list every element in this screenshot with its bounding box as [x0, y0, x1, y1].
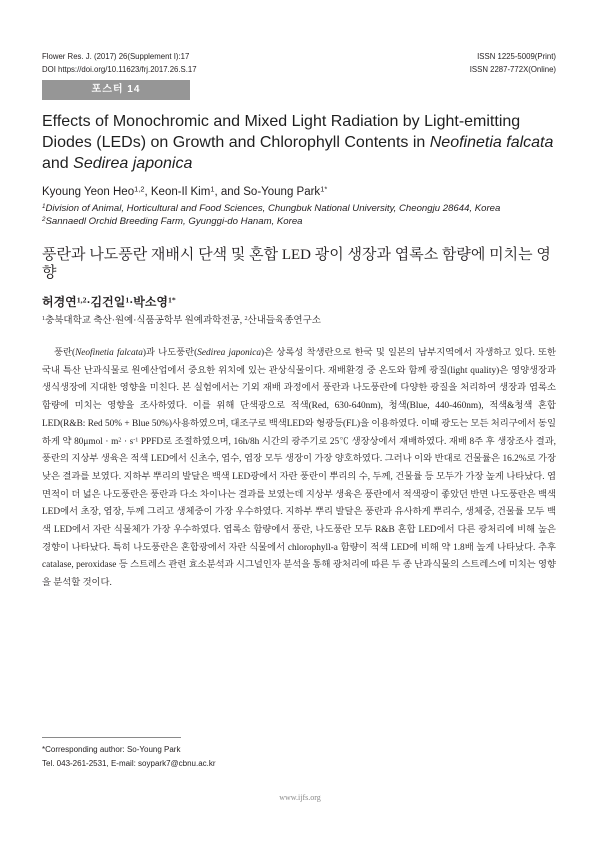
- affiliation-item: [42, 202, 562, 215]
- affiliation-list-en: [42, 202, 562, 228]
- author-name: 박소영: [133, 295, 169, 309]
- author-affiliation-mark: 1*: [320, 184, 328, 194]
- issn-print: ISSN 1225-5009(Print): [477, 52, 556, 61]
- contact-info: Tel. 043-261-2531, E-mail: soypark7@cbnu.ac.kr: [42, 759, 216, 768]
- author-affiliation-mark: 1: [210, 184, 215, 194]
- affiliation-mark: 2: [42, 216, 46, 224]
- species-name: Sedirea japonica: [197, 348, 262, 358]
- author-affiliation-mark: 1,2: [76, 295, 87, 305]
- species-name: Neofinetia falcata: [75, 348, 143, 358]
- section-tab: 포스터 14: [42, 80, 190, 100]
- abstract-body: [42, 345, 556, 593]
- issn-online: ISSN 2287-772X(Online): [469, 65, 556, 74]
- issn-block: [470, 50, 556, 76]
- author-affiliation-mark: 1*: [168, 295, 176, 305]
- author-separator: ·: [86, 295, 91, 309]
- doi-link[interactable]: DOI https://doi.org/10.11623/frj.2017.26.S.17: [42, 65, 197, 74]
- author-name: 김건일: [90, 295, 126, 309]
- footnote: [42, 743, 216, 771]
- affiliation-mark: 2: [244, 316, 248, 323]
- footnote-divider: [42, 737, 181, 738]
- unit-exponent: -1: [133, 436, 139, 443]
- affiliation-text: Sannaedl Orchid Breeding Farm, Gyunggi-do Hanam, Korea: [45, 216, 303, 227]
- journal-website: www.ijfs.org: [279, 793, 321, 802]
- abstract-text: 풍란(: [54, 348, 76, 358]
- abstract-text: )은 상록성 착생란으로 한국 및 일본의 남부지역에서 자생하고 있다. 또한 국내 특산 난과식물로 원예산업에서 중요한 위치에 있는 관상식물이다. 재배환경 중 온도와 함께 광질(light quality)은 영양생장과 생식생장에 지대한 영향을 미친다. 본 실험에서는 기외 재배 과정에서 풍란과 나도풍란에 다양한 광질을 처리하여 생장과 엽록소 함량에 미치는 영향을 조사하였다. 이를 위해 단색광으로 적색(Red, 630-640nm), 청색(Blue, 440-460nm), 적색&청색 혼합 LED(R&B: Red 50% + Blue 50%)사용하였으며, 대조구로 백색LED와 형광등(FL)을 이용하였다. 이때 광도는 모든 처리구에서 동일하게 약 80μmol · m: [42, 348, 556, 447]
- title-species-neofinetia: Neofinetia falcata: [429, 134, 554, 151]
- title-species-sedirea: Sedirea japonica: [73, 155, 193, 172]
- author-separator: ·: [129, 295, 134, 309]
- author-list-en: [42, 185, 327, 200]
- author-name: Kyoung Yeon Heo: [42, 186, 135, 198]
- abstract-text: · s: [121, 436, 134, 447]
- author-name: So-Young Park: [243, 186, 321, 198]
- affiliation-text: 충북대학교 축산·원예·식품공학부 원예과학전공,: [45, 316, 245, 326]
- affiliation-text: 산내들육종연구소: [247, 316, 321, 326]
- affiliation-mark: 1: [42, 203, 46, 211]
- corresponding-author: *Corresponding author: So-Young Park: [42, 745, 181, 754]
- title-text: Effects of Monochromic and Mixed Light Radiation by Light-emitting Diodes (LEDs) on Growth and Chlorophyll Contents in: [42, 113, 521, 151]
- author-name: 허경연: [42, 295, 77, 309]
- title-conjunction: and: [42, 155, 74, 172]
- korean-title: 풍란과 나도풍란 재배시 단색 및 혼합 LED 광이 생장과 엽록소 함량에 미치는 영향: [42, 247, 551, 281]
- english-title: [42, 111, 562, 174]
- affiliation-text: Division of Animal, Horticultural and Food Sciences, Chungbuk National University, Cheongju 28644, Korea: [45, 203, 501, 214]
- author-separator: ,: [144, 186, 151, 198]
- author-affiliation-mark: 1: [125, 295, 130, 305]
- affiliation-mark: 1: [42, 316, 46, 323]
- unit-exponent: 2: [118, 436, 122, 443]
- abstract-text: PPFD로 조절하였으며, 16h/8h 시간의 광주기로 25℃ 생장상에서 재배하였다. 재배 8주 후 생장조사 결과, 풍란의 지상부 생육은 적색 LED에서 신초수, 엽수, 엽장 모두 생장이 가장 양호하였다. 그러나 이와 반대로 건물률은 16.2%로 가장 낮은 결과를 보였다. 지하부 뿌리의 발달은 백색 LED광에서 자란 풍란이 뿌리의 수, 두께, 건물률 등 모두가 가장 높게 나타났다. 엽면적이 더 넓은 나도풍란은 풍란과 다소 차이나는 결과를 보였는데 지상부 생육은 풍란에서 적색광이 좋았던 반면 나도풍란은 백색 LED에서 초장, 엽장, 두께 그리고 생체중이 가장 우수하였다. 지하부 뿌리 발달은 풍란과 유사하게 뿌리수, 생체중, 건물률 모두 백색 LED에서 자란 식물체가 가장 우수하였다. 엽록소 함량에서 풍란, 나도풍란 모두 R&B 혼합 LED에서 다른 광처리에 비해 높은 경향이 나타났다. 특히 나도풍란은 혼합광에서 자란 식물에서 chlorophyll-a 함량이 적색 LED에 비해 약 1.8배 높게 나타났다. 추후 catalase, peroxidase 등 스트레스 관련 효소분석과 시그널인자 분석을 통해 광처리에 따른 두 종 난과식물의 스트레스에 미치는 영향을 분석할 것이다.: [42, 436, 557, 589]
- journal-citation: Flower Res. J. (2017) 26(Supplement I):17: [42, 52, 190, 61]
- abstract-text: )과 나도풍란(: [142, 348, 198, 358]
- journal-citation-block: [42, 50, 197, 76]
- affiliation-item: [42, 215, 562, 228]
- author-name: Keon-Il Kim: [150, 186, 211, 198]
- affiliation-list-ko: [42, 312, 321, 326]
- author-list-ko: [42, 293, 176, 310]
- author-separator: , and: [214, 186, 244, 198]
- author-affiliation-mark: 1,2: [134, 184, 145, 194]
